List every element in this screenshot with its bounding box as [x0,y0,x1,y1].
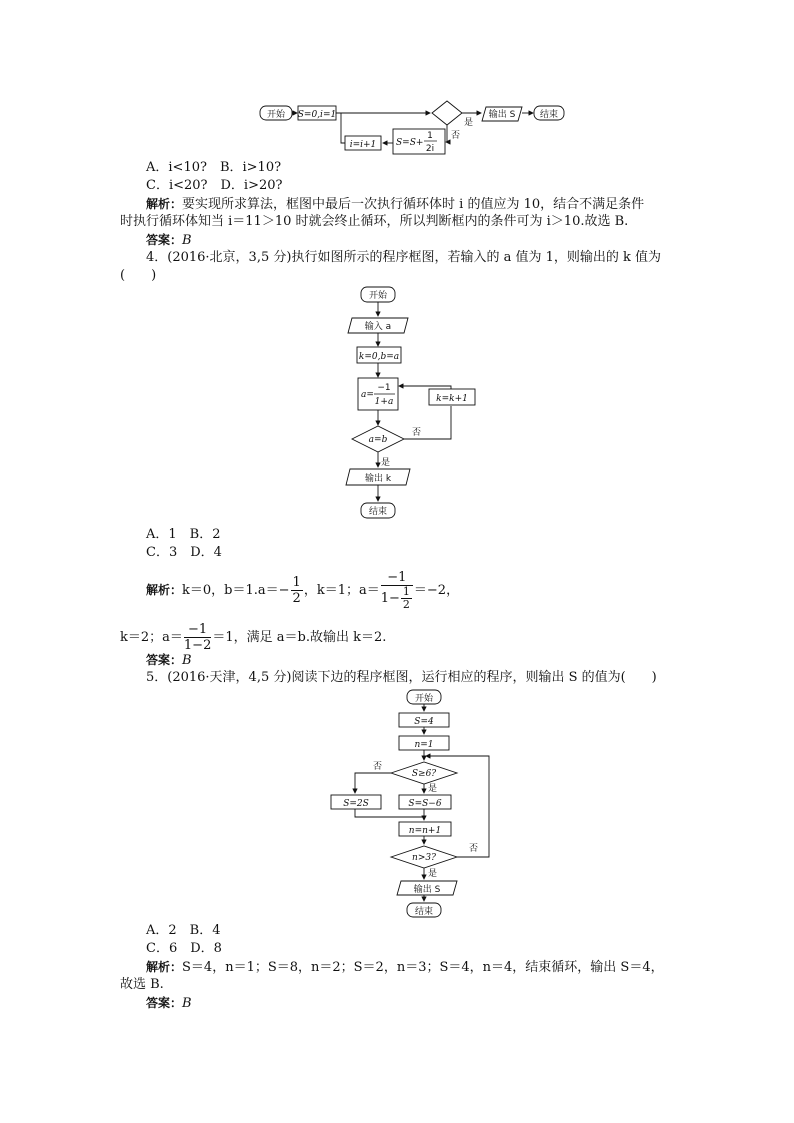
q5-increment-text: n=n+1 [408,826,442,836]
q4-stem-line2: ( ) [120,268,157,283]
q4-fraction-inner [401,586,412,611]
q5-options-cd: C．6 D．8 [146,941,222,956]
q4-analysis-part3: ＝−2， [413,583,460,598]
q4-flowchart [340,284,480,524]
q4-frac2-num: −1 [381,570,413,586]
q5-no1-label: 否 [373,762,383,772]
q3-end-text: 结束 [539,110,559,120]
q4-analysis [146,562,459,618]
q5-end-text: 结束 [414,907,434,917]
q4-no-label: 否 [412,428,422,438]
q4-start-text: 开始 [368,291,388,301]
q4-analysis-part1: k＝0，b＝1.a＝− [182,583,290,598]
q3-options-ab: A．i<10? B．i>10? [146,160,282,175]
q4-options-cd: C．3 D．4 [146,545,222,560]
q3-answer [146,231,192,250]
q4-frac-half-num: 1 [292,575,301,590]
q5-yes2-label: 是 [428,869,438,879]
q4-answer-value: B [182,653,192,668]
q3-options-cd: C．i<20? D．i>20? [146,178,283,193]
q3-analysis-label: 解析： [146,197,183,211]
q3-yes-label: 是 [464,118,474,128]
q5-answer-value: B [182,996,192,1011]
q4-frac3-num: −1 [184,622,211,638]
q3-increment-text: i=i+1 [349,140,377,150]
q4-stem-line1: 4．(2016·北京，3,5 分)执行如图所示的程序框图，若输入的 a 值为 1，则输出的 k 值为 [146,250,661,265]
q3-init-text: S=0,i=1 [297,110,337,120]
q5-analysis-line2: 故选 B. [120,977,164,992]
q5-init-s-text: S=4 [414,717,434,727]
q4-frac-half-den: 2 [292,591,301,606]
q4-fraction-half [291,575,303,606]
q4-analysis-part5: ＝1，满足 a＝b.故输出 k＝2. [212,630,387,645]
q4-fraction-compound [381,570,413,611]
q4-frac-inner-num: 1 [402,585,410,598]
q5-init-n-text: n=1 [414,740,434,750]
q5-no2-label: 否 [469,844,479,854]
q4-input-text: 输入 a [364,322,392,332]
q5-left-text: S=2S [343,799,369,809]
q4-assign-prefix: a= [361,390,374,400]
q4-assign-num: −1 [377,383,391,393]
q4-answer [146,651,192,670]
q3-no-label: 否 [451,131,461,141]
q4-analysis-label: 解析： [146,583,183,597]
q5-flowchart [325,686,505,922]
q5-options-ab: A．2 B．4 [146,923,221,938]
q5-stem: 5．(2016·天津，4,5 分)阅读下边的程序框图，运行相应的程序，则输出 S 的值为( ) [146,670,657,685]
q3-analysis-line2: 时执行循环体知当 i＝11＞10 时就会终止循环，所以判断框内的条件可为 i＞10.故选 B. [120,214,629,229]
q4-yes-label: 是 [381,458,391,468]
q3-flowchart [255,98,575,158]
q4-fraction-three [184,622,211,653]
q4-end-text: 结束 [368,507,388,517]
q3-answer-label: 答案： [146,233,183,247]
q4-increment-text: k=k+1 [436,394,468,404]
q3-analysis [146,195,644,214]
q5-analysis-label: 解析： [146,960,183,974]
q4-options-ab: A．1 B．2 [146,527,221,542]
q3-update-prefix: S=S+ [396,138,424,148]
q5-analysis-line1: S＝4，n＝1；S＝8，n＝2；S＝2，n＝3；S＝4，n＝4，结束循环，输出 S＝4， [182,960,664,975]
q4-frac2-den-prefix: 1− [380,591,400,606]
q5-right-text: S=S−6 [408,799,442,809]
q4-frac-inner-den: 2 [402,598,410,611]
q4-init-text: k=0,b=a [358,352,400,362]
q4-condition-text: a=b [368,435,388,445]
q4-frac3-den: 1−2 [183,638,212,653]
q4-answer-label: 答案： [146,653,183,667]
q3-start-text: 开始 [266,110,286,120]
q3-analysis-line1: 要实现所求算法，框图中最后一次执行循环体时 i 的值应为 10，结合不满足条件 [182,197,645,212]
q3-answer-value: B [182,233,192,248]
q5-yes1-label: 是 [428,784,438,794]
q3-update-num: 1 [427,131,433,141]
q5-start-text: 开始 [414,694,434,704]
q4-analysis-part2: ，k＝1；a＝ [303,583,380,598]
q4-analysis-part4: k＝2；a＝ [120,630,183,645]
q5-condition1-text: S≥6? [411,769,437,779]
q5-answer [146,994,192,1013]
q4-output-text: 输出 k [364,474,392,484]
q3-condition-diamond [432,101,462,125]
q5-analysis [146,958,664,977]
q3-output-text: 输出 S [488,110,516,120]
q3-update-den: 2i [425,144,435,154]
q4-frac2-den [381,586,413,611]
q5-output-text: 输出 S [413,885,441,895]
q4-assign-den: 1+a [374,397,394,407]
q5-answer-label: 答案： [146,996,183,1010]
q5-condition2-text: n>3? [412,853,436,863]
